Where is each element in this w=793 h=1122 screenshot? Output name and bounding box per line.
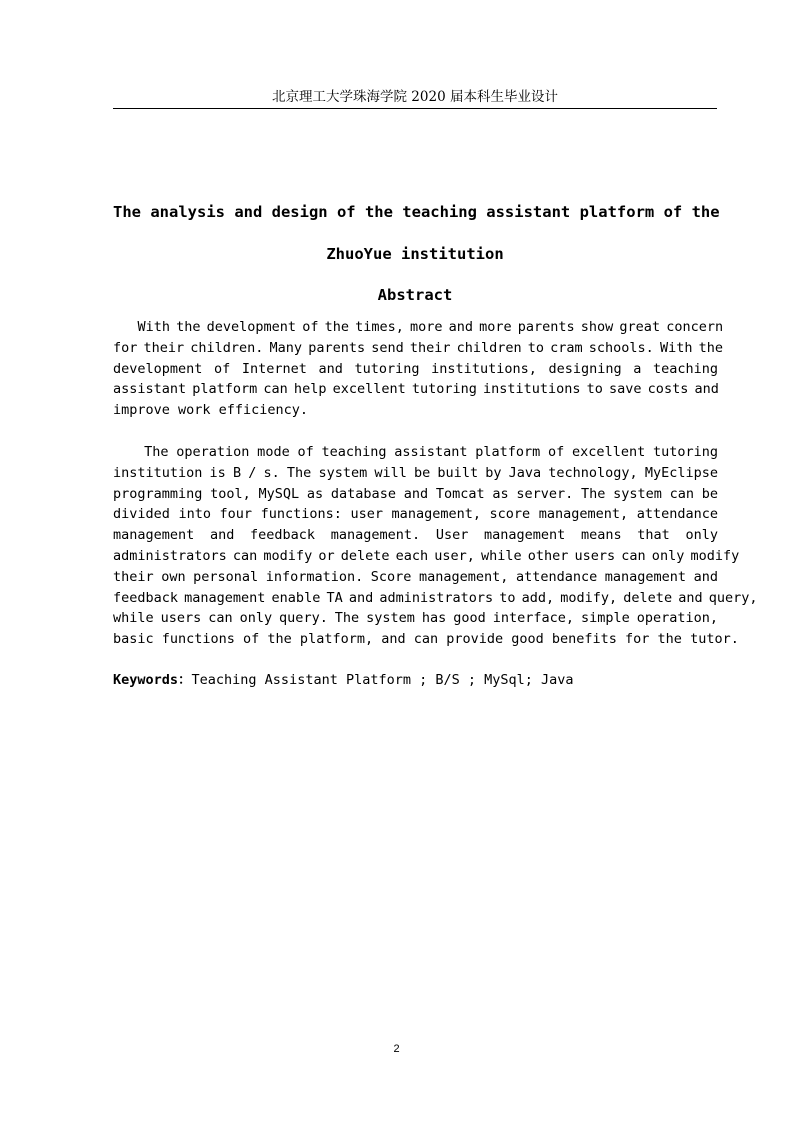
header-text: 北京理工大学珠海学院 2020 届本科生毕业设计 [272, 89, 558, 105]
paragraph-1-line: for their children. Many parents send their children to cram schools. With the [113, 339, 723, 356]
paragraph-1-line: development of Internet and tutoring institutions, designing a teaching [113, 360, 718, 377]
paragraph-2-line: The operation mode of teaching assistant platform of excellent tutoring [113, 444, 718, 460]
paragraph-2-line: while users can only query. The system has good interface, simple operation, [113, 610, 718, 627]
paragraph-2-line: programming tool, MySQL as database and Tomcat as server. The system can be [113, 485, 718, 502]
page-number: 2 [393, 1043, 400, 1055]
abstract-paragraph-2 [113, 442, 758, 650]
paragraph-1-line: With the development of the times, more and more parents show great concern [113, 319, 724, 335]
paragraph-2-line: management and feedback management. User management means that only [113, 527, 718, 544]
page-header [113, 86, 717, 109]
abstract-heading: Abstract [377, 286, 453, 304]
paragraph-2-line: divided into four functions: user management, score management, attendance [113, 506, 718, 523]
keywords-value: Teaching Assistant Platform ; B/S ; MySql; Java [191, 672, 574, 688]
paragraph-2-line: institution is B / s. The system will be built by Java technology, MyEclipse [113, 464, 718, 481]
paragraph-2-line: administrators can modify or delete each user, while other users can only modify [113, 547, 740, 564]
thesis-title-line-2: ZhuoYue institution [326, 245, 504, 263]
paragraph-1-line: assistant platform can help excellent tutoring institutions to save costs and [113, 381, 719, 398]
keywords-line [113, 670, 718, 691]
keywords-label: Keywords： [113, 672, 192, 688]
paragraph-1-line: improve work efficiency. [113, 402, 309, 419]
abstract-paragraph-1 [113, 317, 724, 421]
paragraph-2-line: their own personal information. Score management, attendance management and [113, 568, 718, 585]
paragraph-2-line: feedback management enable TA and administrators to add, modify, delete and query, [113, 589, 758, 606]
paragraph-2-line: basic functions of the platform, and can provide good benefits for the tutor. [113, 631, 739, 648]
thesis-title-line-1: The analysis and design of the teaching assistant platform of the [113, 203, 720, 221]
